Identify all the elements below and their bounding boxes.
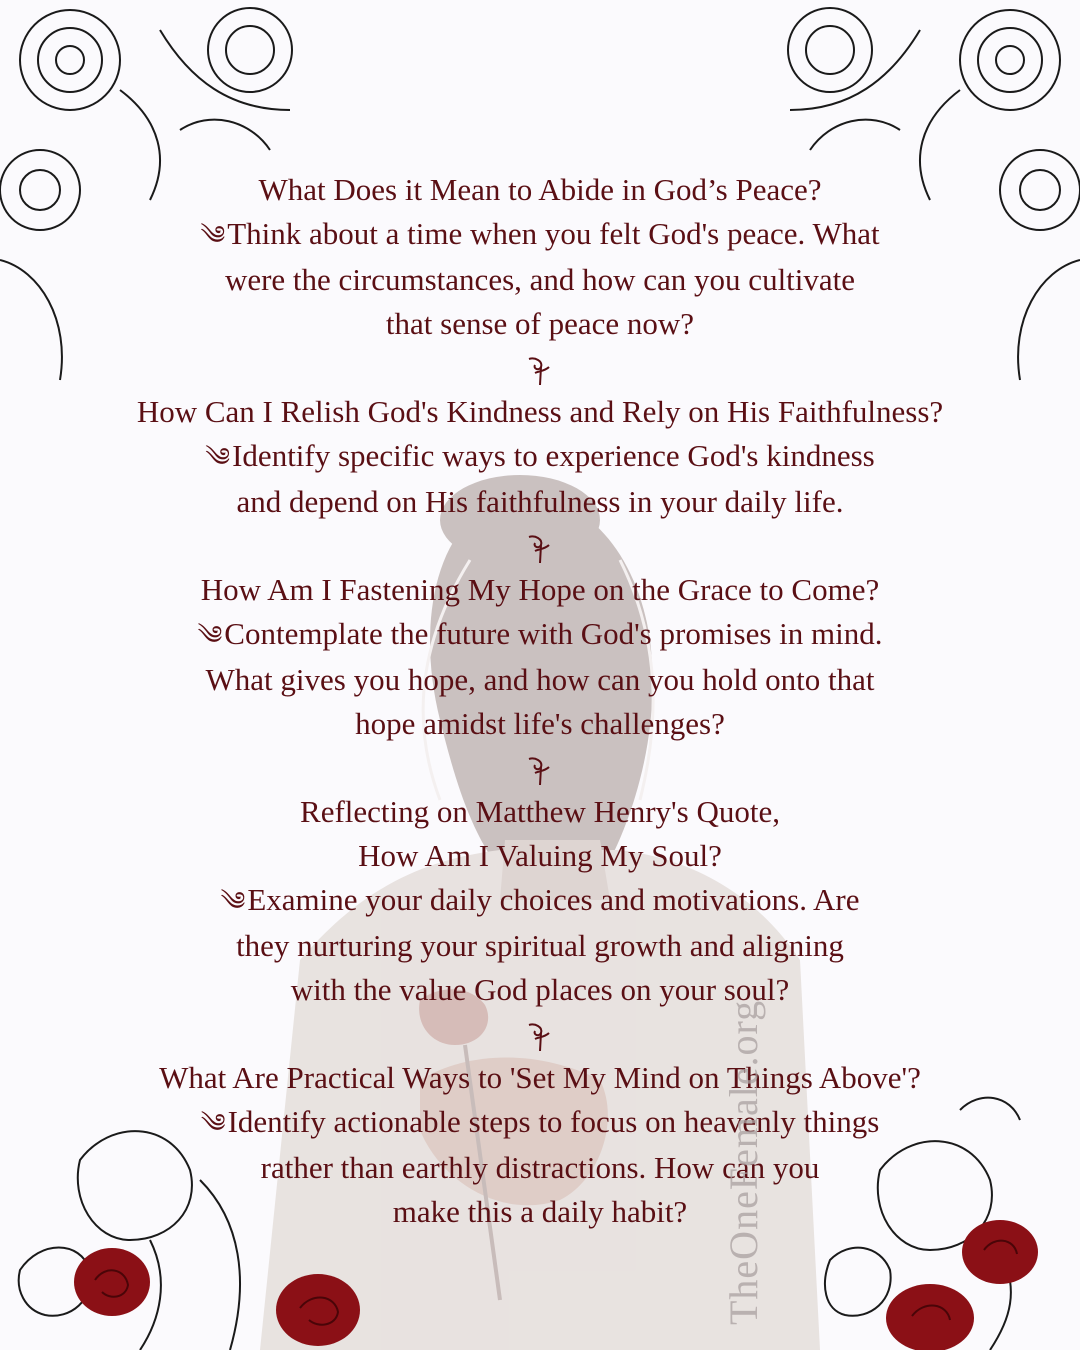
swirl-bullet-icon: ༄ — [205, 443, 231, 472]
reflection-questions — [40, 168, 1040, 1234]
section-body-line: ༄Identify specific ways to experience God's kindness — [205, 438, 875, 473]
section-1 — [40, 168, 1040, 346]
section-body-line: that sense of peace now? — [385, 306, 695, 341]
section-title: What Does it Mean to Abide in God’s Peace? — [258, 172, 822, 207]
section-body-line: they nurturing your spiritual growth and aligning — [236, 928, 844, 963]
section-body-line: with the value God places on your soul? — [290, 972, 790, 1007]
section-body-line: make this a daily habit? — [392, 1194, 688, 1229]
section-title: How Am I Fastening My Hope on the Grace to Come? — [200, 572, 880, 607]
section-2 — [40, 390, 1040, 524]
section-4 — [40, 790, 1040, 1012]
section-title: What Are Practical Ways to 'Set My Mind on Things Above'? — [159, 1060, 921, 1095]
section-body-line: rather than earthly distractions. How can you — [260, 1150, 820, 1185]
section-body-line: were the circumstances, and how can you cultivate — [224, 262, 856, 297]
section-body-line: hope amidst life's challenges? — [355, 706, 725, 741]
swirl-bullet-icon: ༄ — [197, 621, 223, 650]
ornament-divider-icon — [40, 746, 1040, 790]
section-body-line: ༄Examine your daily choices and motivations. Are — [220, 882, 860, 917]
swirl-bullet-icon: ༄ — [220, 887, 246, 916]
section-5 — [40, 1056, 1040, 1234]
ornament-divider-icon — [40, 1012, 1040, 1056]
section-title: How Am I Valuing My Soul? — [358, 838, 722, 873]
section-body-line: and depend on His faithfulness in your daily life. — [236, 484, 844, 519]
swirl-bullet-icon: ༄ — [200, 1109, 226, 1138]
section-body-line: What gives you hope, and how can you hold onto that — [205, 662, 875, 697]
section-body-line: ༄Identify actionable steps to focus on heavenly things — [200, 1104, 880, 1139]
watermark-text: TheOneFemale.org — [721, 999, 766, 1325]
section-3 — [40, 568, 1040, 746]
section-body-line: ༄Contemplate the future with God's promises in mind. — [197, 616, 883, 651]
ornament-divider-icon — [40, 346, 1040, 390]
ornament-divider-icon — [40, 524, 1040, 568]
swirl-bullet-icon: ༄ — [200, 221, 226, 250]
section-title: How Can I Relish God's Kindness and Rely on His Faithfulness? — [136, 394, 944, 429]
section-body-line: ༄Think about a time when you felt God's peace. What — [200, 216, 880, 251]
section-title: Reflecting on Matthew Henry's Quote, — [300, 794, 780, 829]
